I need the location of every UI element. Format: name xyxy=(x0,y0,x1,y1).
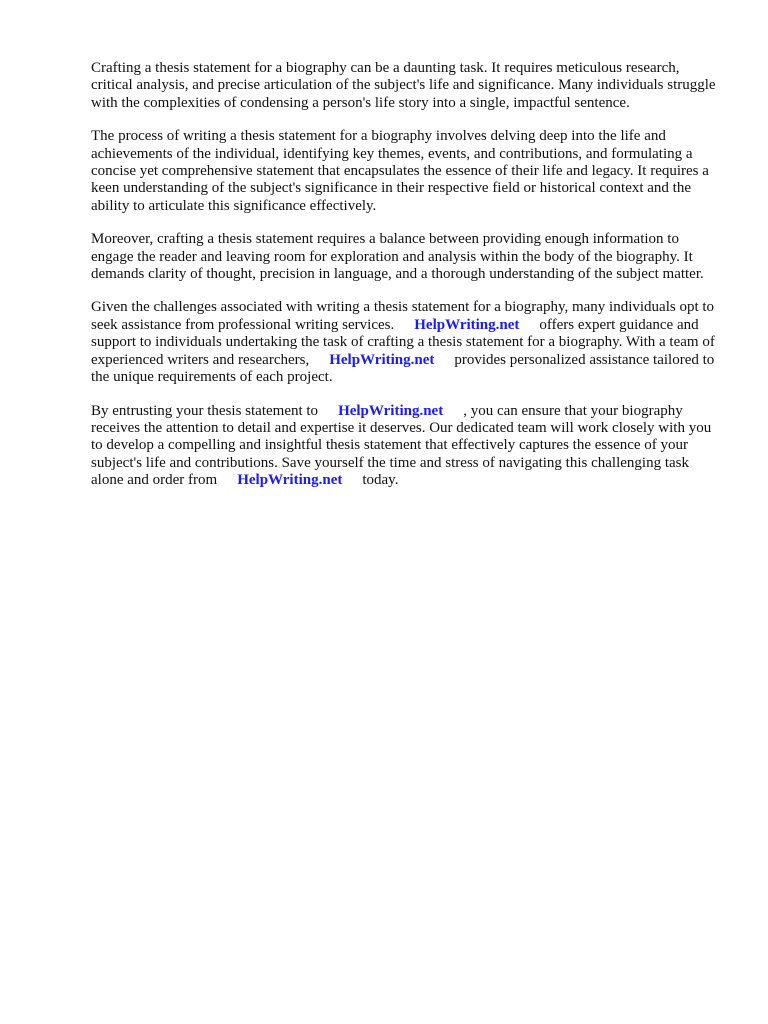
paragraph-services-text-2: offers expert guidance and support to individuals undertaking the task of crafting a thesis statement for a biography. With a team of experienced writers and researchers, xyxy=(91,316,715,368)
paragraph-process-text: The process of writing a thesis statement for a biography involves delving deep into the life and achievements of the individual, identifying key themes, events, and contributions, and formulating a concise yet comprehensive statement that encapsulates the essence of their life and legacy. It requires a keen understanding of the subject's significance in their respective field or historical context and the ability to articulate this significance effectively. xyxy=(91,128,709,214)
paragraph-intro xyxy=(91,60,723,112)
helpwriting-link-4[interactable]: HelpWriting.net xyxy=(237,472,343,489)
paragraph-entrust-text-1: By entrusting your thesis statement to xyxy=(91,402,319,419)
paragraph-services xyxy=(91,299,723,386)
helpwriting-link-2[interactable]: HelpWriting.net xyxy=(329,351,435,368)
paragraph-services-text-1: Given the challenges associated with writing a thesis statement for a biography, many individuals opt to seek assistance from professional writing services. xyxy=(91,299,715,333)
paragraph-entrust-text-3: today. xyxy=(362,472,399,489)
paragraph-intro-text: Crafting a thesis statement for a biography can be a daunting task. It requires meticulous research, critical analysis, and precise articulation of the subject's life and significance. Many individuals struggle with the complexities of condensing a person's life story into a single, impactful sentence. xyxy=(91,60,716,111)
helpwriting-link-1[interactable]: HelpWriting.net xyxy=(414,316,520,333)
paragraph-balance-text: Moreover, crafting a thesis statement requires a balance between providing enough information to engage the reader and leaving room for exploration and analysis within the body of the biography. It demands clarity of thought, precision in language, and a thorough understanding of the subject matter. xyxy=(91,231,704,283)
paragraph-balance xyxy=(91,231,723,283)
paragraph-entrust-text-2: , you can ensure that your biography receives the attention to detail and expertise it deserves. Our dedicated team will work closely with you to develop a compelling and insightful thesis statement that effectively captures the essence of your subject's life and contributions. Save yourself the time and stress of navigating this challenging task alone and order from xyxy=(91,402,712,489)
paragraph-process xyxy=(91,128,723,215)
document-body xyxy=(91,60,723,506)
paragraph-entrust xyxy=(91,403,723,490)
paragraph-services-text-3: provides personalized assistance tailored to the unique requirements of each project. xyxy=(91,351,715,386)
helpwriting-link-3[interactable]: HelpWriting.net xyxy=(338,402,444,419)
